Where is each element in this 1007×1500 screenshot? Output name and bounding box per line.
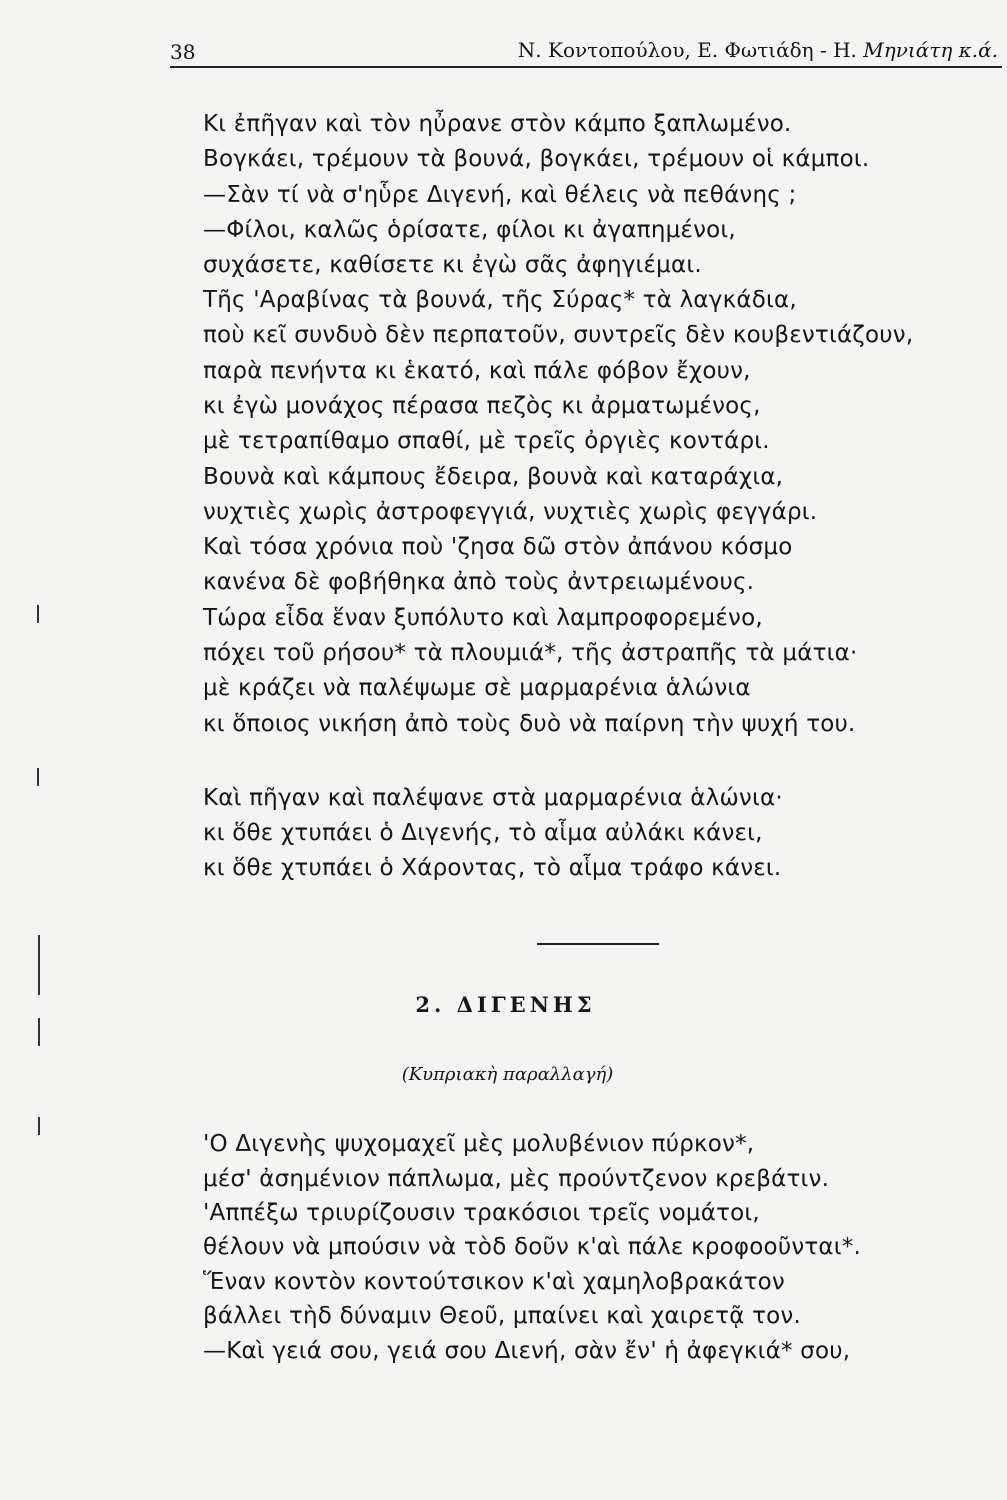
verse-line: μέσ' ἀσημένιον πάπλωμα, μὲς προύντζενον κρεβάτιν. (203, 1166, 830, 1192)
verse-line: κι ὅποιος νικήση ἀπὸ τοὺς δυὸ νὰ παίρνη τὴν ψυχή του. (203, 711, 856, 737)
verse-line: Τώρα εἶδα ἕναν ξυπόλυτο καὶ λαμπροφορεμένο, (203, 605, 763, 631)
verse-line: Ἕναν κοντὸν κοντούτσικον κ'αὶ χαμηλοβρακάτον (203, 1269, 785, 1295)
verse-line: Βογκάει, τρέμουν τὰ βουνά, βογκάει, τρέμουν οἱ κάμποι. (203, 146, 870, 172)
verse-line: πόχει τοῦ ρήσου* τὰ πλουμιά*, τῆς ἀστραπῆς τὰ μάτια· (203, 640, 858, 666)
margin-mark (37, 768, 39, 786)
verse-line: Τῆς 'Αραβίνας τὰ βουνά, τῆς Σύρας* τὰ λαγκάδια, (203, 287, 797, 313)
margin-mark (38, 1117, 40, 1135)
verse-line: κι ὅθε χτυπάει ὁ Χάροντας, τὸ αἷμα τράφο κάνει. (203, 855, 782, 881)
verse-line: —Καὶ γειά σου, γειά σου Διενή, σὰν ἔν' ἡ ἀφεγκιά* σου, (203, 1338, 851, 1364)
section-divider (537, 943, 659, 945)
verse-line: —Σὰν τί νὰ σ'ηὗρε Διγενή, καὶ θέλεις νὰ πεθάνης ; (203, 182, 797, 208)
verse-line: παρὰ πενήντα κι ἑκατό, καὶ πάλε φόβον ἔχουν, (203, 358, 751, 384)
page-number: 38 (170, 40, 196, 64)
verse-line: μὲ τετραπίθαμο σπαθί, μὲ τρεῖς ὀργιὲς κοντάρι. (203, 428, 770, 454)
verse-line: θέλουν νὰ μπούσιν νὰ τὸδ δοῦν κ'αὶ πάλε κροφοοῦνται*. (203, 1234, 861, 1260)
verse-line: συχάσετε, καθίσετε κι ἐγὼ σᾶς ἀφηγιέμαι. (203, 252, 702, 278)
verse-line: μὲ κράζει νὰ παλέψωμε σὲ μαρμαρένια ἁλώνια (203, 675, 751, 701)
running-head (518, 38, 998, 62)
verse-line: 'Ο Διγενὴς ψυχομαχεῖ μὲς μολυβένιον πύρκον*, (203, 1131, 755, 1157)
margin-mark (38, 935, 40, 995)
running-head-authors-end: Μηνιάτη κ.ά. (863, 38, 998, 62)
verse-line: βάλλει τὴδ δύναμιν Θεοῦ, μπαίνει καὶ χαιρετᾷ τον. (203, 1303, 801, 1329)
section-subtitle: (Κυπριακὴ παραλλαγή) (401, 1064, 614, 1085)
verse-line: κανένα δὲ φοβήθηκα ἀπὸ τοὺς ἀντρειωμένους. (203, 569, 755, 595)
running-head-authors: Ν. Κοντοπούλου, Ε. Φωτιάδη - Η. (517, 38, 864, 62)
verse-line: Καὶ πῆγαν καὶ παλέψανε στὰ μαρμαρένια ἁλώνια· (203, 785, 783, 811)
verse-line: κι ὅθε χτυπάει ὁ Διγενής, τὸ αἷμα αὐλάκι κάνει, (203, 820, 763, 846)
margin-mark (38, 1018, 40, 1046)
verse-line: —Φίλοι, καλῶς ὁρίσατε, φίλοι κι ἀγαπημένοι, (203, 217, 736, 243)
verse-line: 'Αππέξω τριυρίζουσιν τρακόσιοι τρεῖς νομάτοι, (203, 1200, 760, 1226)
verse-line: Κι ἐπῆγαν καὶ τὸν ηὖρανε στὸν κάμπο ξαπλωμένο. (203, 111, 792, 137)
verse-line: νυχτιὲς χωρὶς ἀστροφεγγιά, νυχτιὲς χωρὶς φεγγάρι. (203, 499, 818, 525)
verse-line: Καὶ τόσα χρόνια ποὺ 'ζησα δῶ στὸν ἀπάνου κόσμο (203, 534, 793, 560)
margin-mark (37, 605, 39, 623)
verse-line: κι ἐγὼ μονάχος πέρασα πεζὸς κι ἀρματωμένος, (203, 393, 761, 419)
verse-line: Βουνὰ καὶ κάμπους ἔδειρα, βουνὰ καὶ καταράχια, (203, 464, 784, 490)
section-title: 2. ΔΙΓΕΝΗΣ (415, 992, 596, 1017)
verse-line: ποὺ κεῖ συνδυὸ δὲν περπατοῦν, συντρεῖς δὲν κουβεντιάζουν, (203, 322, 914, 348)
header-rule (170, 66, 1002, 68)
page-header (170, 38, 1002, 68)
